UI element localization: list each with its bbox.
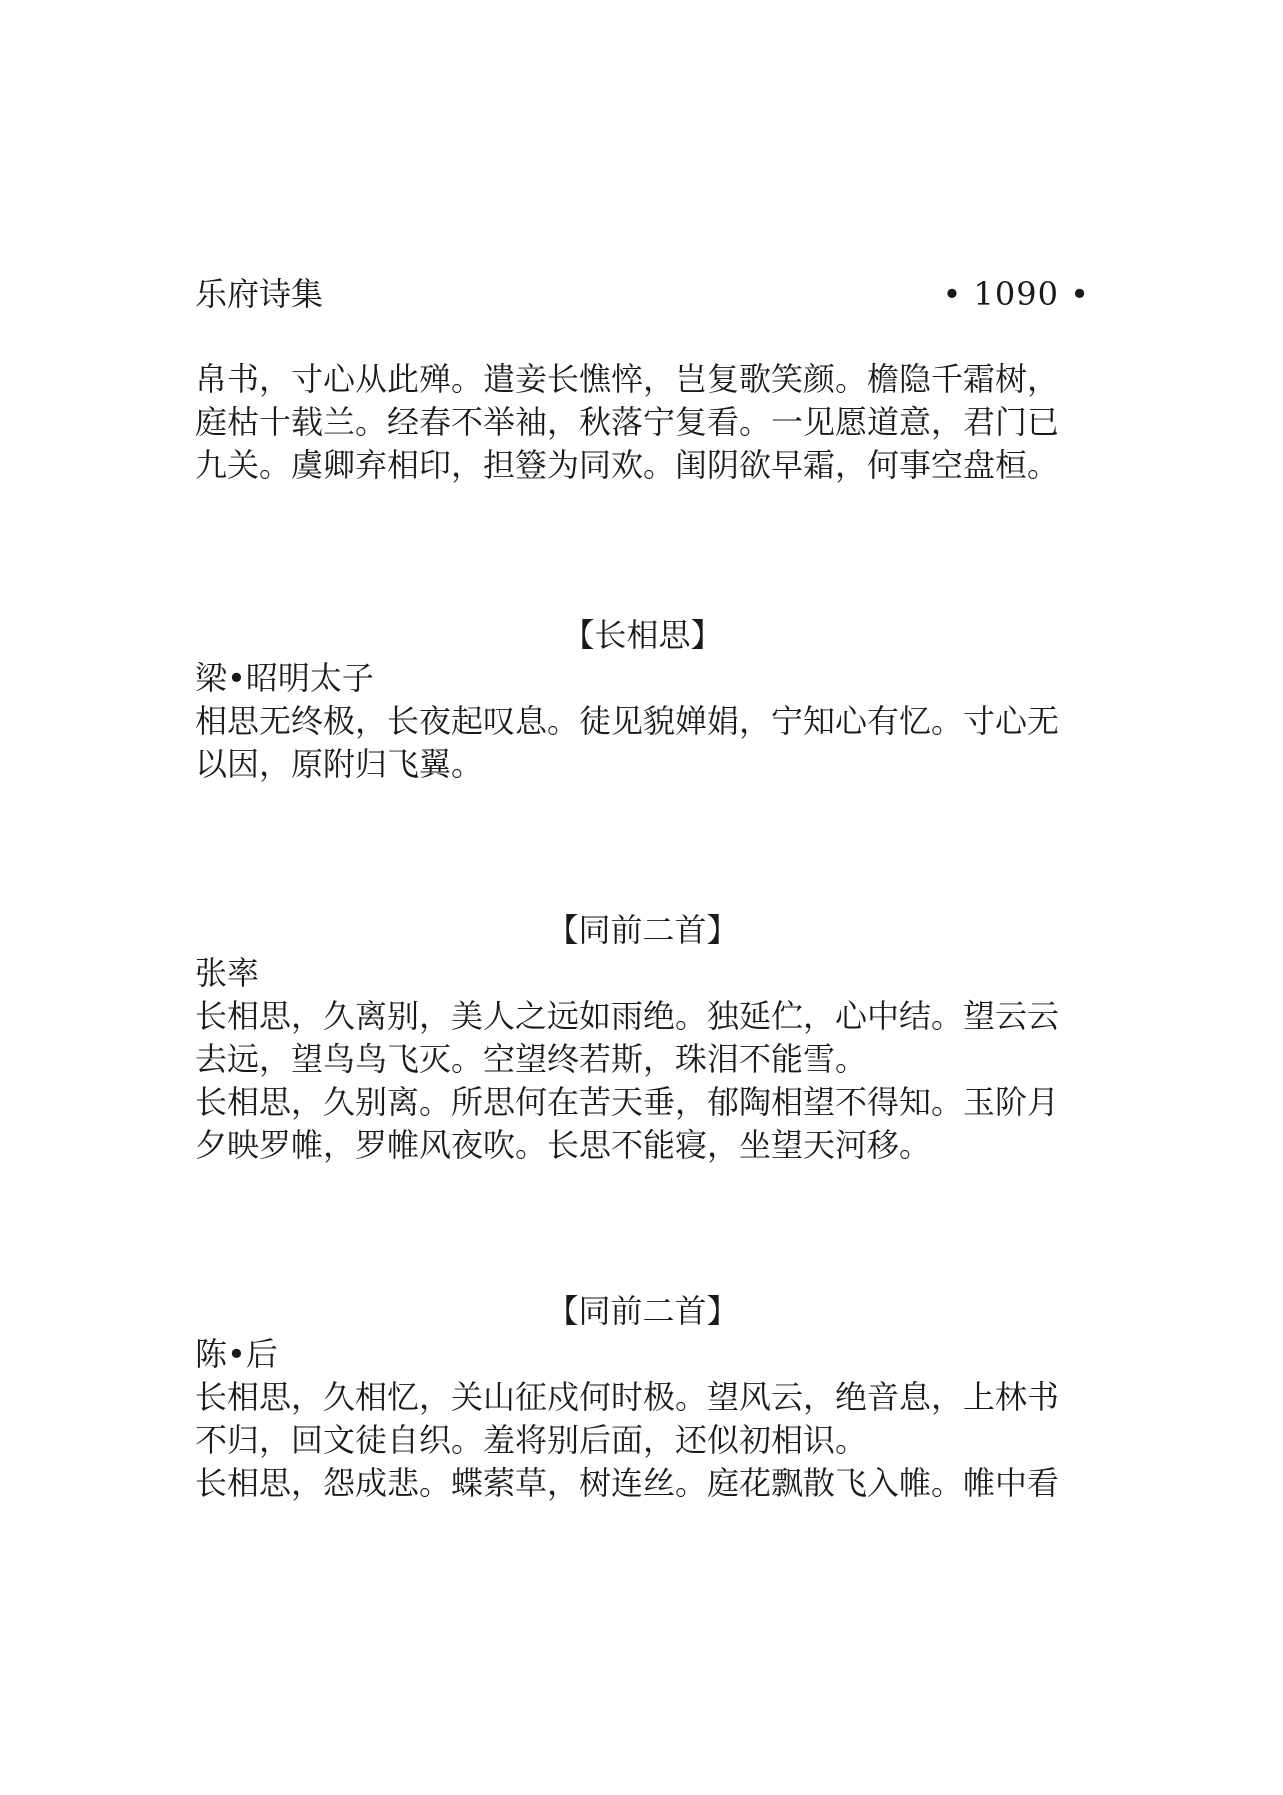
- poem-author: 张率: [195, 954, 260, 992]
- poem-section: [195, 614, 1090, 786]
- poem-line: 相思无终极，长夜起叹息。徒见貌婵娟，宁知心有忆。寸心无: [195, 702, 1060, 740]
- poem-line: 长相思，怨成悲。蝶萦草，树连丝。庭花飘散飞入帷。帷中看: [195, 1464, 1060, 1502]
- poem-line: 去远，望鸟鸟飞灭。空望终若斯，珠泪不能雪。: [195, 1040, 868, 1078]
- poem-line: 长相思，久相忆，关山征戍何时极。望风云，绝音息，上林书: [195, 1378, 1060, 1416]
- poem-line: 长相思，久离别，美人之远如雨绝。独延伫，心中结。望云云: [195, 997, 1060, 1035]
- poem-line: 不归，回文徒自织。羞将别后面，还似初相识。: [195, 1421, 868, 1459]
- poem-author: 陈•后: [195, 1335, 278, 1373]
- poem-line: 庭枯十载兰。经春不举袖，秋落宁复看。一见愿道意，君门已: [195, 403, 1060, 441]
- poem-body: [195, 1376, 1090, 1505]
- continued-poem: [195, 358, 1090, 487]
- poem-line: 九关。虞卿弃相印，担簦为同欢。闺阴欲早霜，何事空盘桓。: [195, 446, 1060, 484]
- poem-body: [195, 700, 1090, 786]
- poem-line: 长相思，久别离。所思何在苦天垂，郁陶相望不得知。玉阶月: [195, 1083, 1060, 1121]
- poem-line: 以因，原附归飞翼。: [195, 745, 484, 783]
- section-title: 【同前二首】: [546, 911, 739, 949]
- document-page: [195, 268, 1090, 1505]
- poem-line: 夕映罗帷，罗帷风夜吹。长思不能寝，坐望天河移。: [195, 1126, 932, 1164]
- poem-section: [195, 1290, 1090, 1505]
- poem-author: 梁•昭明太子: [195, 659, 374, 697]
- section-title: 【同前二首】: [546, 1292, 739, 1330]
- poem-section: [195, 909, 1090, 1167]
- section-title: 【长相思】: [562, 616, 723, 654]
- page-number: • 1090 •: [942, 275, 1090, 313]
- book-title: 乐府诗集: [195, 275, 324, 313]
- poem-line: 帛书，寸心从此殚。遣妾长憔悴，岂复歌笑颜。檐隐千霜树，: [195, 360, 1060, 398]
- poem-body: [195, 995, 1090, 1167]
- page-header: [195, 268, 1090, 320]
